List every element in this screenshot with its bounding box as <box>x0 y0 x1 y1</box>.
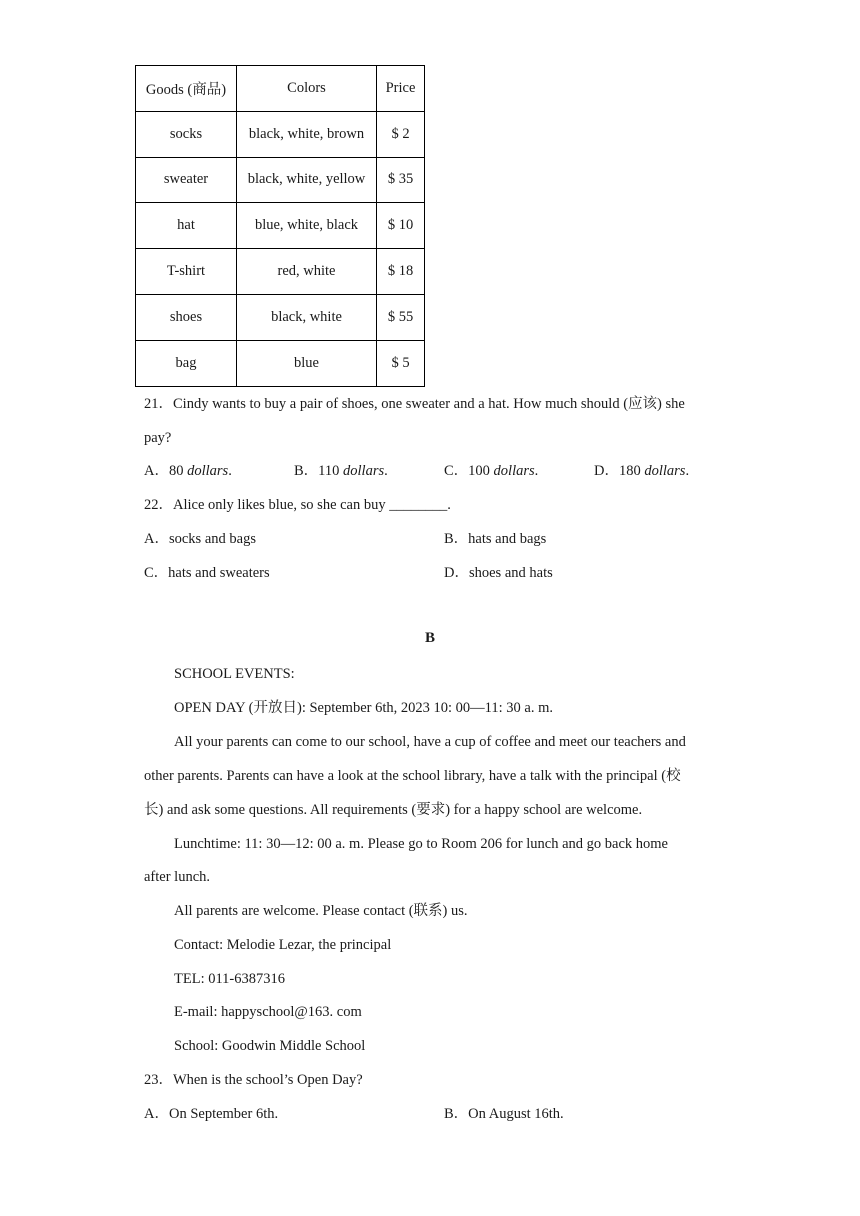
colors-cell: red, white <box>237 249 377 295</box>
q22-option-b[interactable]: B．hats and bags <box>444 531 547 547</box>
table-row <box>136 249 425 295</box>
price-cell: $ 18 <box>377 249 425 295</box>
goods-cell: socks <box>136 111 237 157</box>
table-row <box>136 294 425 340</box>
colors-cell: blue <box>237 340 377 386</box>
q21-option-a[interactable] <box>144 461 232 481</box>
colors-cell: black, white <box>237 294 377 340</box>
goods-cell: bag <box>136 340 237 386</box>
q21-option-d[interactable] <box>594 461 689 481</box>
price-cell: $ 55 <box>377 294 425 340</box>
option-end: . <box>534 463 539 479</box>
passage-line: TEL: 011-6387316 <box>174 971 286 987</box>
option-letter: C．100 <box>444 463 494 479</box>
option-end: . <box>685 463 690 479</box>
passage-line: All parents are welcome. Please contact (联系) us. <box>174 903 468 919</box>
goods-cell: sweater <box>136 157 237 203</box>
passage-line: after lunch. <box>144 869 211 885</box>
goods-cell: shoes <box>136 294 237 340</box>
header-colors: Colors <box>237 66 377 112</box>
q22-option-d[interactable]: D．shoes and hats <box>444 565 553 581</box>
option-letter: B．110 <box>294 463 344 479</box>
q22-stem: 22．Alice only likes blue, so she can buy ________. <box>144 497 451 513</box>
q21-option-c[interactable] <box>444 461 538 481</box>
q23-option-b[interactable]: B．On August 16th. <box>444 1106 564 1122</box>
price-cell: $ 5 <box>377 340 425 386</box>
q22-option-a[interactable]: A．socks and bags <box>144 531 256 547</box>
section-heading: B <box>424 630 435 646</box>
q21-option-b[interactable] <box>294 461 388 481</box>
price-cell: $ 35 <box>377 157 425 203</box>
option-unit: dollars <box>187 463 229 479</box>
option-unit: dollars <box>644 463 686 479</box>
header-price: Price <box>377 66 425 112</box>
price-cell: $ 10 <box>377 203 425 249</box>
goods-table <box>135 65 425 387</box>
option-unit: dollars <box>493 463 535 479</box>
passage-line: SCHOOL EVENTS: <box>174 666 295 682</box>
passage-line: other parents. Parents can have a look at the school library, have a talk with the principal (校 <box>144 768 681 784</box>
goods-cell: hat <box>136 203 237 249</box>
option-end: . <box>384 463 388 479</box>
colors-cell: black, white, yellow <box>237 157 377 203</box>
option-end: . <box>228 463 232 479</box>
q22-option-c[interactable]: C．hats and sweaters <box>144 565 270 581</box>
option-letter: D．180 <box>594 463 645 479</box>
passage-line: E-mail: happyschool@163. com <box>174 1004 362 1020</box>
header-goods: Goods (商品) <box>136 66 237 112</box>
table-header-row <box>136 66 425 112</box>
passage-line: Lunchtime: 11: 30—12: 00 a. m. Please go to Room 206 for lunch and go back home <box>174 836 668 852</box>
table-row <box>136 203 425 249</box>
q21-stem-line2: pay? <box>144 430 172 446</box>
option-letter: A．80 <box>144 463 188 479</box>
option-unit: dollars <box>343 463 385 479</box>
passage-line: OPEN DAY (开放日): September 6th, 2023 10: 00—11: 30 a. m. <box>174 700 553 716</box>
price-cell: $ 2 <box>377 111 425 157</box>
passage-line: 长) and ask some questions. All requirements (要求) for a happy school are welcome. <box>144 802 643 818</box>
passage-line: All your parents can come to our school, have a cup of coffee and meet our teachers and <box>174 734 686 750</box>
goods-cell: T-shirt <box>136 249 237 295</box>
colors-cell: black, white, brown <box>237 111 377 157</box>
q23-option-a[interactable]: A．On September 6th. <box>144 1106 279 1122</box>
table-row <box>136 157 425 203</box>
passage-line: Contact: Melodie Lezar, the principal <box>174 937 392 953</box>
table-row <box>136 340 425 386</box>
table-row <box>136 111 425 157</box>
q21-stem-line1: 21．Cindy wants to buy a pair of shoes, one sweater and a hat. How much should (应该) she <box>144 396 685 412</box>
passage-line: School: Goodwin Middle School <box>174 1038 366 1054</box>
colors-cell: blue, white, black <box>237 203 377 249</box>
q23-stem: 23．When is the school’s Open Day? <box>144 1072 363 1088</box>
